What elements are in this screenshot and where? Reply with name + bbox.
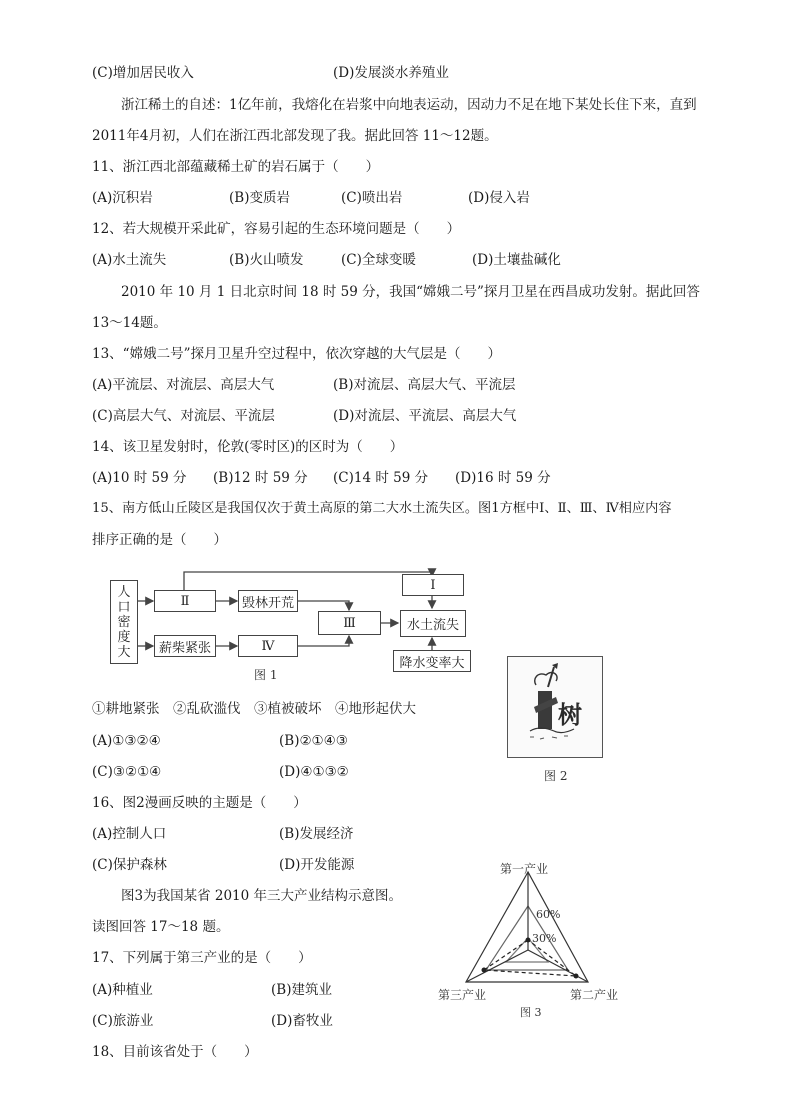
q11-option-d[interactable]: (D)侵入岩 (468, 190, 530, 206)
q16-stem: 16、图2漫画反映的主题是（ ） (92, 795, 307, 811)
point-secondary (574, 974, 579, 979)
box-iv: Ⅳ (238, 635, 298, 657)
figure-2-caption: 图 2 (544, 769, 568, 783)
q15-items: ①耕地紧张 ②乱砍滥伐 ③植被破坏 ④地形起伏大 (92, 701, 416, 717)
box-rainfall-variability: 降水变率大 (393, 650, 471, 672)
q17-option-b[interactable]: (B)建筑业 (271, 982, 332, 998)
q13-option-a[interactable]: (A)平流层、对流层、高层大气 (92, 377, 275, 393)
q11-option-b[interactable]: (B)变质岩 (229, 190, 290, 206)
population-density-char: 大 (117, 644, 131, 660)
figure-1-flowchart (104, 566, 474, 682)
population-density-char: 口 (117, 599, 131, 615)
q16-option-b[interactable]: (B)发展经济 (279, 826, 354, 842)
q16-option-d[interactable]: (D)开发能源 (279, 857, 355, 873)
passage-11-12-line2: 2011年4月初，人们在浙江西北部发现了我。据此回答 11～12题。 (92, 128, 498, 144)
box-fuel-shortage: 薪柴紧张 (154, 635, 216, 657)
figure-2-cartoon (507, 656, 603, 758)
population-density-box (110, 580, 138, 664)
passage-13-14-line2: 13～14题。 (92, 315, 167, 331)
q15-option-b[interactable]: (B)②①④③ (279, 733, 348, 749)
q15-option-a[interactable]: (A)①③②④ (92, 733, 161, 749)
label-primary-industry: 第一产业 (500, 862, 549, 876)
q18-stem: 18、目前该省处于（ ） (92, 1044, 258, 1060)
q17-option-d[interactable]: (D)畜牧业 (271, 1013, 333, 1029)
figure-3-caption: 图 3 (520, 1006, 542, 1019)
q12-option-b[interactable]: (B)火山喷发 (229, 252, 304, 268)
box-soil-erosion: 水土流失 (400, 610, 466, 637)
passage-11-12-line1: 浙江稀土的自述：1亿年前，我熔化在岩浆中向地表运动，因动力不足在地下某处长住下来，直到 (121, 97, 697, 113)
q11-option-a[interactable]: (A)沉积岩 (92, 190, 153, 206)
q12-stem: 12、若大规模开采此矿，容易引起的生态环境问题是（ ） (92, 221, 461, 237)
passage-13-14-line1: 2010 年 10 月 1 日北京时间 18 时 59 分，我国“嫦娥二号”探月卫星在西昌成功发射。据此回答 (121, 284, 700, 300)
q15-stem-line1: 15、南方低山丘陵区是我国仅次于黄土高原的第二大水土流失区。图1方框中Ⅰ、Ⅱ、Ⅲ、Ⅳ相应内容 (92, 501, 672, 516)
q15-option-d[interactable]: (D)④①③② (279, 764, 349, 780)
label-secondary-industry: 第二产业 (570, 988, 619, 1002)
box-deforestation: 毁林开荒 (238, 590, 298, 612)
q14-option-b[interactable]: (B)12 时 59 分 (213, 470, 308, 486)
box-ii: Ⅱ (154, 590, 216, 612)
q17-stem: 17、下列属于第三产业的是（ ） (92, 950, 312, 966)
q11-option-c[interactable]: (C)喷出岩 (341, 190, 403, 206)
q17-option-a[interactable]: (A)种植业 (92, 982, 153, 998)
population-density-char: 密 (117, 614, 131, 630)
tick-30-percent: 30% (532, 932, 557, 945)
population-density-char: 度 (117, 629, 131, 645)
q14-option-a[interactable]: (A)10 时 59 分 (92, 470, 187, 486)
passage-17-18-line2: 读图回答 17～18 题。 (92, 919, 230, 935)
q13-option-c[interactable]: (C)高层大气、对流层、平流层 (92, 408, 275, 424)
point-tertiary (482, 968, 487, 973)
tick-60-percent: 60% (536, 908, 561, 921)
q15-stem-line2: 排序正确的是（ ） (92, 532, 227, 548)
box-i: Ⅰ (402, 574, 464, 596)
q14-option-d[interactable]: (D)16 时 59 分 (455, 470, 551, 486)
tree-cartoon-illustration (508, 657, 602, 757)
q13-option-d[interactable]: (D)对流层、平流层、高层大气 (333, 408, 517, 424)
q12-option-c[interactable]: (C)全球变暖 (341, 252, 416, 268)
q14-option-c[interactable]: (C)14 时 59 分 (333, 470, 429, 486)
cartoon-tree-character: 树 (558, 700, 582, 729)
label-tertiary-industry: 第三产业 (438, 988, 487, 1002)
q16-option-c[interactable]: (C)保护森林 (92, 857, 167, 873)
q12-option-d[interactable]: (D)土壤盐碱化 (472, 252, 561, 268)
outer-triangle (466, 872, 588, 982)
q10-option-d[interactable]: (D)发展淡水养殖业 (333, 65, 449, 81)
figure-1-caption: 图 1 (254, 668, 278, 682)
q15-option-c[interactable]: (C)③②①④ (92, 764, 162, 780)
population-density-char: 人 (117, 584, 131, 600)
q10-option-c[interactable]: (C)增加居民收入 (92, 65, 194, 81)
q14-stem: 14、该卫星发射时，伦敦(零时区)的区时为（ ） (92, 439, 404, 455)
point-primary (526, 938, 531, 943)
figure-3-industry-triangle (436, 858, 632, 1018)
q11-stem: 11、浙江西北部蕴藏稀土矿的岩石属于（ ） (92, 159, 380, 175)
q12-option-a[interactable]: (A)水土流失 (92, 252, 167, 268)
q13-stem: 13、“嫦娥二号”探月卫星升空过程中，依次穿越的大气层是（ ） (92, 346, 501, 362)
q13-option-b[interactable]: (B)对流层、高层大气、平流层 (333, 377, 516, 393)
passage-17-18-line1: 图3为我国某省 2010 年三大产业结构示意图。 (121, 888, 403, 904)
q16-option-a[interactable]: (A)控制人口 (92, 826, 167, 842)
box-iii: Ⅲ (318, 611, 381, 635)
q17-option-c[interactable]: (C)旅游业 (92, 1013, 154, 1029)
